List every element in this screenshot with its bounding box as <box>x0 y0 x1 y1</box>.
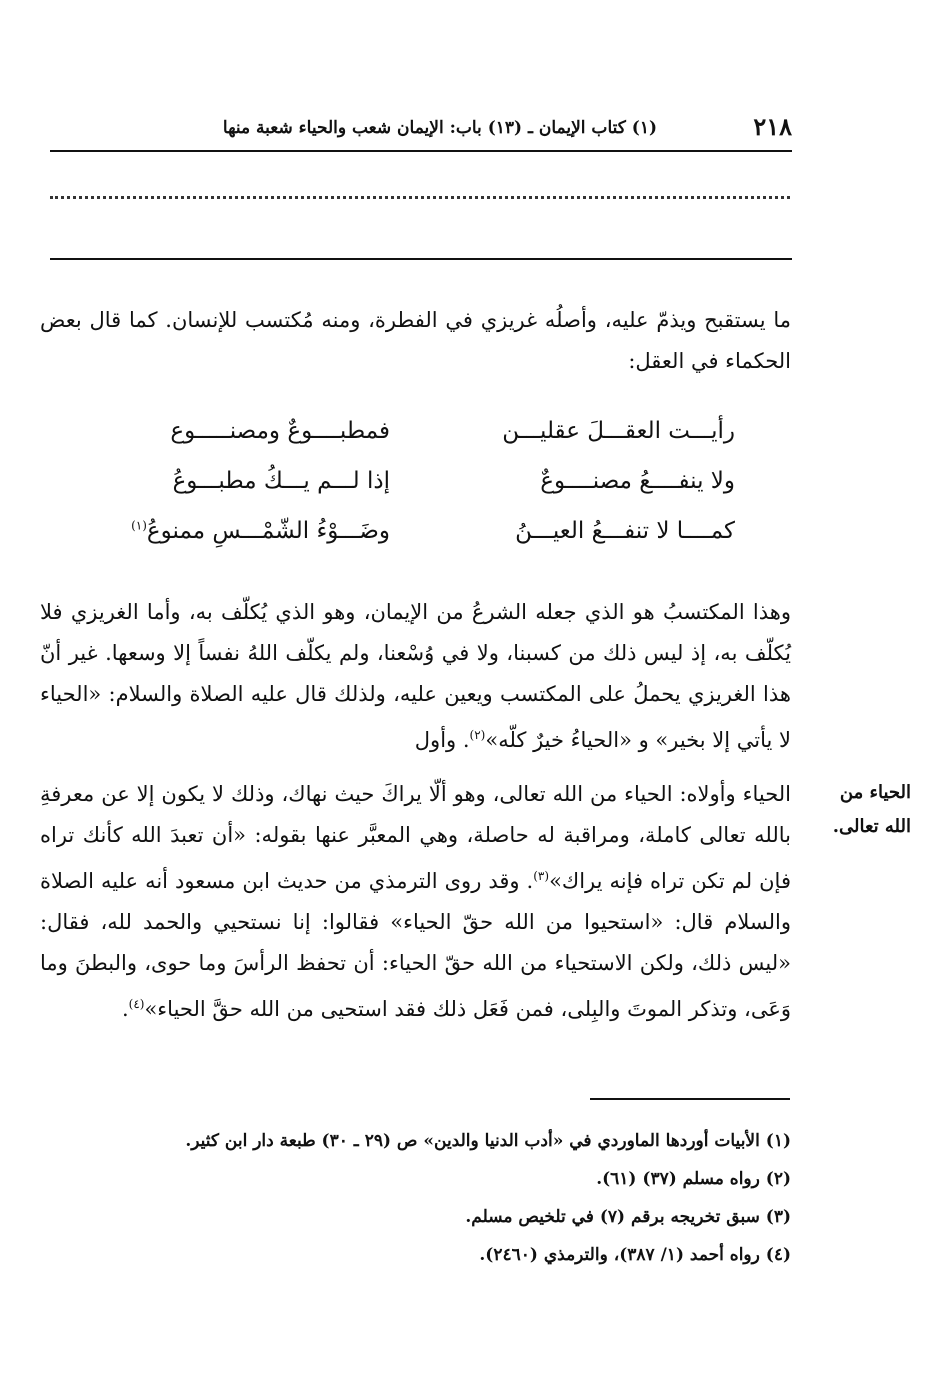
hemistich-first: ولا ينفــــعُ مصنــــوعٌ <box>540 468 735 494</box>
page-number: ٢١٨ <box>753 112 792 141</box>
paragraph-modesty <box>40 774 791 1030</box>
footnote: (٢) رواه مسلم (٣٧) (٦١). <box>596 1169 791 1189</box>
omission-dotted-line <box>50 196 790 199</box>
footnotes <box>40 1122 791 1274</box>
hemistich-second <box>90 518 390 544</box>
paragraph-text: . وقد روى الترمذي من حديث ابن مسعود أنه عليه الصلاة والسلام قال: «استحيوا من الله حقّ الحياء» فقالوا: إنا نستحيي والحمد لله، فقال: «ليس ذلك، ولكن الاستحياء من الله حقّ الحياء: أن تحفظ الرأسَ وما حوى، والبطنَ وما وَعَى، وتذكر الموتَ والبِلى، فمن فَعَل ذلك فقد استحيى من الله حقَّ الحياء» <box>40 869 791 1021</box>
footnote: (٤) رواه أحمد (١/ ٣٨٧)، والترمذي (٢٤٦٠). <box>479 1245 791 1265</box>
footnote-rule <box>590 1098 790 1100</box>
paragraph-acquired <box>40 592 791 761</box>
running-header <box>50 112 792 152</box>
hemistich-second: إذا لـــم يـــكُ مطبـــوعُ <box>172 468 390 494</box>
hemistich-first: رأيـــت العقـــلَ عقليـــن <box>502 418 735 444</box>
header-title: (١) كتاب الإيمان ـ (١٣) باب: الإيمان شعب والحياء شعبة منها <box>222 118 657 138</box>
footnote-ref: (١) <box>131 518 147 533</box>
poem-verse <box>95 418 735 468</box>
poem-verse <box>95 518 735 568</box>
paragraph-text: وهذا المكتسبُ هو الذي جعله الشرعُ من الإيمان، وهو الذي يُكلّف به، وأما الغريزي فلا يُكلّف به، إذ ليس ذلك من كسبنا، ولا في وُسْعنا، ولم يكلّف اللهُ نفساً إلا وسعها. غير أنّ هذا الغريزي يحملُ على المكتسب ويعين عليه، ولذلك قال عليه الصلاة والسلام: «الحياء لا يأتي إلا بخير» و «الحياءُ خيرٌ كلّه» <box>40 600 791 752</box>
hemistich-first: كمــــا لا تنفـــعُ العيـــنُ <box>515 518 735 544</box>
header-rule <box>50 150 792 152</box>
poem <box>95 418 735 568</box>
hemistich-text: وضَـــوْءُ الشّمْـــسِ ممنوعُ <box>146 518 390 544</box>
footnote: (٣) سبق تخريجه برقم (٧) في تلخيص مسلم. <box>465 1207 791 1227</box>
paragraph-text: . وأول <box>414 728 470 752</box>
footnote-ref: (٤) <box>128 997 145 1011</box>
margin-note: الحياء من الله تعالى. <box>832 782 911 837</box>
footnote-ref: (٢) <box>469 728 486 742</box>
paragraph-text: الحياء وأولاه: الحياء من الله تعالى، وهو ألّا يراكَ حيث نهاك، وذلك لا يكون إلا عن معرفةِ بالله تعالى كاملة، ومراقبة له حاصلة، وهي المعبَّر عنها بقوله: «أن تعبدَ الله كأنك تراه فإن لم تكن تراه فإنه يراك» <box>40 782 791 893</box>
section-rule <box>50 258 792 260</box>
footnote-ref: (٣) <box>533 869 550 883</box>
poem-verse <box>95 468 735 518</box>
paragraph-text: . <box>121 997 129 1021</box>
paragraph-intro: ما يستقبح ويذمّ عليه، وأصلُه غريزي في الفطرة، ومنه مُكتسب للإنسان. كما قال بعض الحكماء في العقل: <box>40 308 791 373</box>
hemistich-second: فمطبــــوعٌ ومصنـــــوع <box>170 418 390 444</box>
footnote: (١) الأبيات أوردها الماوردي في «أدب الدنيا والدين» ص (٢٩ ـ ٣٠) طبعة دار ابن كثير. <box>185 1131 791 1151</box>
